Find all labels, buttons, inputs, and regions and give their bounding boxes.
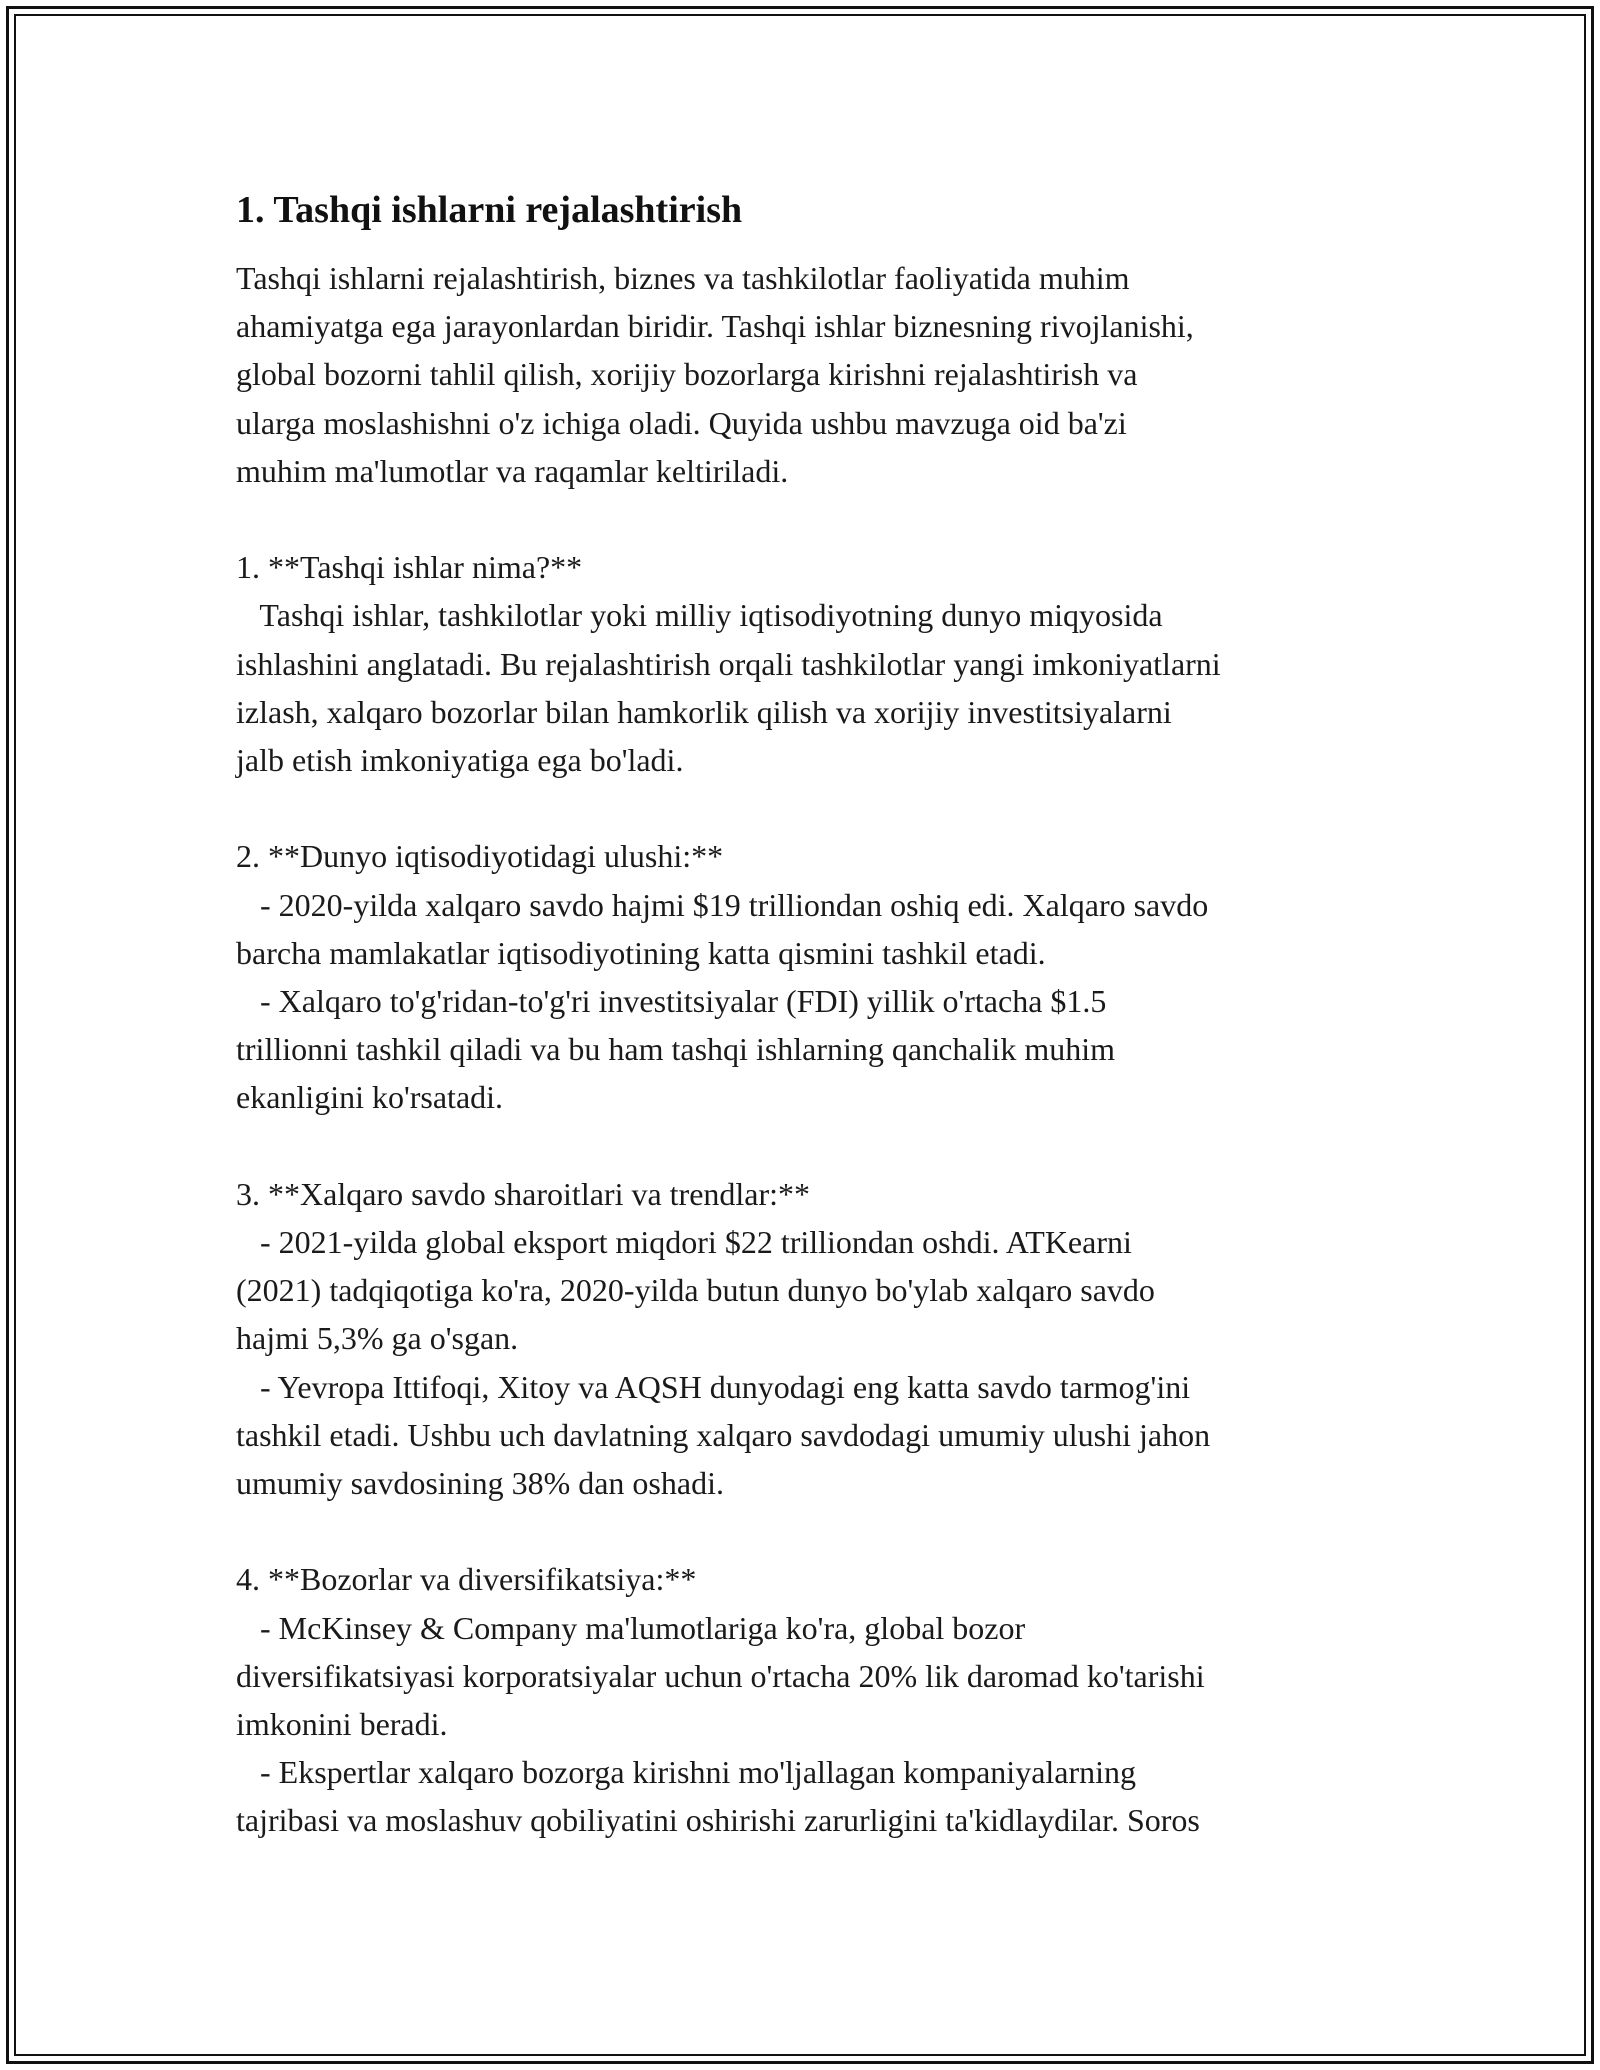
text-line: global bozorni tahlil qilish, xorijiy bozorlarga kirishni rejalashtirish va xyxy=(236,356,1138,393)
blank-line xyxy=(236,1122,1376,1170)
text-line: ishlashini anglatadi. Bu rejalashtirish orqali tashkilotlar yangi imkoniyatlarni xyxy=(236,645,1221,682)
text-line: 2. **Dunyo iqtisodiyotidagi ulushi:** xyxy=(236,838,724,875)
text-line: 1. **Tashqi ishlar nima?** xyxy=(236,549,583,586)
document-body xyxy=(236,186,1376,1845)
text-line: hajmi 5,3% ga o'sgan. xyxy=(236,1320,519,1357)
text-line: ularga moslashishni o'z ichiga oladi. Quyida ushbu mavzuga oid ba'zi xyxy=(236,404,1127,441)
text-line: - Xalqaro to'g'ridan-to'g'ri investitsiyalar (FDI) yillik o'rtacha $1.5 xyxy=(236,983,1107,1020)
blank-line xyxy=(236,784,1376,832)
text-line: 4. **Bozorlar va diversifikatsiya:** xyxy=(236,1561,697,1598)
blank-line xyxy=(236,495,1376,543)
text-line: tashkil etadi. Ushbu uch davlatning xalqaro savdodagi umumiy ulushi jahon xyxy=(236,1416,1211,1453)
text-line: imkonini beradi. xyxy=(236,1706,448,1743)
text-line: Tashqi ishlar, tashkilotlar yoki milliy iqtisodiyotning dunyo miqyosida xyxy=(236,597,1163,634)
text-line: 3. **Xalqaro savdo sharoitlari va trendlar:** xyxy=(236,1175,811,1212)
text-line: - 2020-yilda xalqaro savdo hajmi $19 trilliondan oshiq edi. Xalqaro savdo xyxy=(236,886,1209,923)
text-line: diversifikatsiyasi korporatsiyalar uchun o'rtacha 20% lik daromad ko'tarishi xyxy=(236,1657,1205,1694)
text-line: - Ekspertlar xalqaro bozorga kirishni mo'ljallagan kompaniyalarning xyxy=(236,1754,1137,1791)
text-line: tajribasi va moslashuv qobiliyatini oshirishi zarurligini ta'kidlaydilar. Soros xyxy=(236,1802,1200,1839)
text-line: - McKinsey & Company ma'lumotlariga ko'ra, global bozor xyxy=(236,1609,1026,1646)
text-line: - Yevropa Ittifoqi, Xitoy va AQSH dunyodagi eng katta savdo tarmog'ini xyxy=(236,1368,1191,1405)
text-line: barcha mamlakatlar iqtisodiyotining katta qismini tashkil etadi. xyxy=(236,934,1046,971)
text-line: jalb etish imkoniyatiga ega bo'ladi. xyxy=(236,742,684,779)
text-line: ekanligini ko'rsatadi. xyxy=(236,1079,504,1116)
text-line: Tashqi ishlarni rejalashtirish, biznes va tashkilotlar faoliyatida muhim xyxy=(236,260,1130,296)
document-text xyxy=(236,254,1376,1845)
text-line: (2021) tadqiqotiga ko'ra, 2020-yilda butun dunyo bo'ylab xalqaro savdo xyxy=(236,1272,1155,1309)
text-line: muhim ma'lumotlar va raqamlar keltiriladi. xyxy=(236,452,789,489)
page-title: 1. Tashqi ishlarni rejalashtirish xyxy=(236,189,743,231)
blank-line xyxy=(236,1507,1376,1555)
text-line: ahamiyatga ega jarayonlardan biridir. Tashqi ishlar biznesning rivojlanishi, xyxy=(236,308,1194,345)
text-line: izlash, xalqaro bozorlar bilan hamkorlik qilish va xorijiy investitsiyalarni xyxy=(236,693,1172,730)
text-line: - 2021-yilda global eksport miqdori $22 trilliondan oshdi. ATKearni xyxy=(236,1224,1132,1261)
text-line: umumiy savdosining 38% dan oshadi. xyxy=(236,1465,724,1502)
text-line: trillionni tashkil qiladi va bu ham tashqi ishlarning qanchalik muhim xyxy=(236,1031,1115,1068)
